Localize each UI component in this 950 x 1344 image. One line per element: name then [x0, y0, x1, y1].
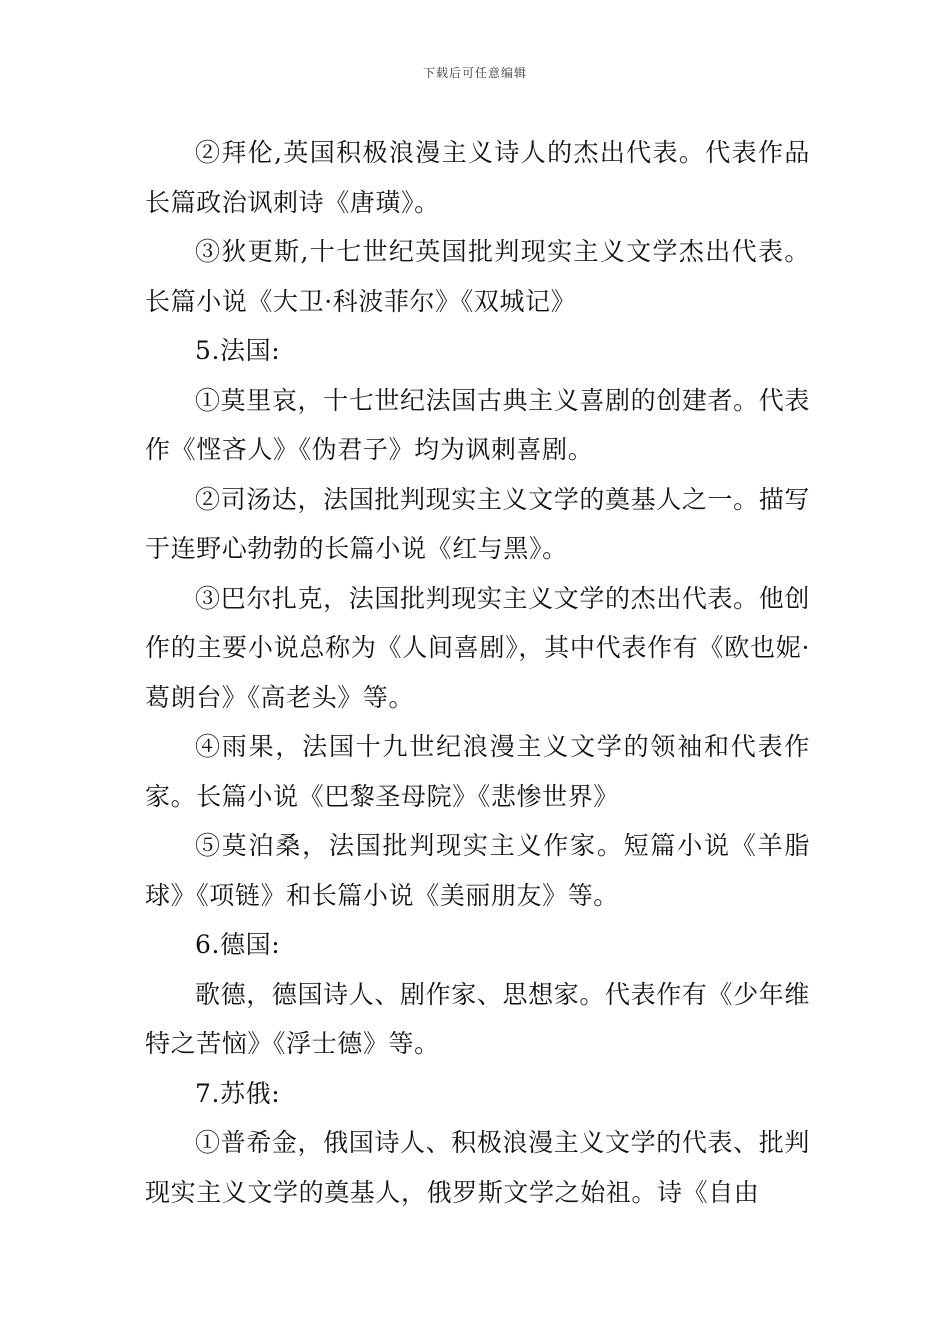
paragraph-stendhal: ②司汤达，法国批判现实主义文学的奠基人之一。描写于连野心勃勃的长篇小说《红与黑》。: [145, 484, 810, 563]
page-header: 下载后可任意编辑: [422, 66, 527, 80]
document-body: [145, 128, 810, 1217]
paragraph-dickens: ③狄更斯,十七世纪英国批判现实主义文学杰出代表。长篇小说《大卫·科波菲尔》《双城记》: [145, 237, 810, 316]
paragraph-maupassant: ⑤莫泊桑，法国批判现实主义作家。短篇小说《羊脂球》《项链》和长篇小说《美丽朋友》等。: [145, 831, 810, 910]
paragraph-balzac: ③巴尔扎克，法国批判现实主义文学的杰出代表。他创作的主要小说总称为《人间喜剧》，其中代表作有《欧也妮·葛朗台》《高老头》等。: [145, 583, 810, 712]
paragraph-goethe: 歌德，德国诗人、剧作家、思想家。代表作有《少年维特之苦恼》《浮士德》等。: [145, 979, 810, 1058]
section-heading-russia: 7.苏俄:: [195, 1078, 281, 1108]
section-heading-france: 5.法国:: [195, 336, 281, 365]
paragraph-moliere: ①莫里哀，十七世纪法国古典主义喜剧的创建者。代表作《悭吝人》《伪君子》均为讽刺喜剧。: [145, 385, 810, 464]
paragraph-hugo: ④雨果，法国十九世纪浪漫主义文学的领袖和代表作家。长篇小说《巴黎圣母院》《悲惨世界》: [145, 732, 810, 811]
section-heading-germany: 6.德国:: [195, 930, 281, 959]
paragraph-pushkin: ①普希金，俄国诗人、积极浪漫主义文学的代表、批判现实主义文学的奠基人，俄罗斯文学之始祖。诗《自由: [145, 1128, 810, 1207]
paragraph-byron: ②拜伦,英国积极浪漫主义诗人的杰出代表。代表作品长篇政治讽刺诗《唐璜》。: [145, 138, 810, 217]
